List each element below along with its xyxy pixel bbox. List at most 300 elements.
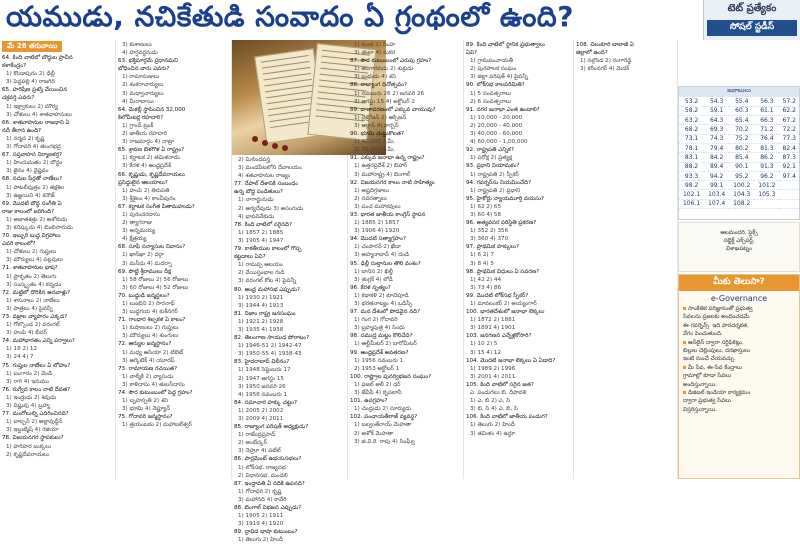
- answer-option: 1) 18 2) 12: [6, 346, 38, 353]
- headline: యముడు, నచికేతుడి సంవాదం ఏ గ్రంథంలో ఉంది?: [0, 0, 700, 40]
- answer-option: 1) మధ్య ఆసియా 2) టిబెట్: [122, 349, 184, 356]
- answer-option: 3) 2009 4) 2011: [238, 416, 284, 422]
- question-text: 97. మన దేశంలో పొడవైన నది?: [350, 309, 421, 316]
- egov-line: [683, 389, 795, 397]
- egov-line-text: అందిస్తున్నాయి.: [683, 381, 717, 388]
- question-text: 64. కింది వాటిలో బౌద్ధుల ప్రాచీన: [2, 55, 73, 61]
- answer-option: 3) బ్రహ్మపుత్ర 4) సింధు: [354, 325, 405, 332]
- answer-option: 1) ఉత్తరప్రదేశ్ 2) బిహార్: [354, 163, 408, 170]
- question-text: 105. కింది వాటిలో సరైన జత?: [466, 381, 534, 388]
- answer-option: 1) నర్మద 2) కృష్ణ: [6, 135, 45, 142]
- answer-option: 3) మహారాష్ట్ర 4) బెంగాల్: [354, 171, 410, 178]
- egov-line-text: ద్వారా ప్రభుత్వ సేవలు: [683, 398, 731, 405]
- answer-option: 4) 1956 నవంబరు 1: [238, 391, 288, 398]
- answer-option: 3) 73 4) 86: [470, 284, 502, 291]
- egov-text: [679, 305, 799, 414]
- answer-option: 3) కనిష్కుడు 4) బింబిసారుడు: [6, 224, 73, 231]
- answer-cell: 90.1: [729, 162, 754, 171]
- answer-option: 3) ఇల్టుట్మిష్ 4) రజియా: [6, 427, 59, 434]
- answer-option: 1) హిందుమతం 2) బౌద్ధం: [6, 160, 63, 167]
- answer-cell: [779, 199, 799, 208]
- header-kicker: టెట్ ప్రత్యేకం: [727, 3, 777, 14]
- answer-option: 3) ఉజ్జయిని 4) కనౌజ్: [6, 192, 55, 199]
- question-text: 81. నిజాం రాష్ట్ర జనసంఘం: [234, 310, 296, 317]
- answer-option: 2) 6 సంవత్సరాలు: [470, 98, 512, 105]
- answer-option: 1) చోళులు 2) గుప్తులు: [6, 249, 57, 256]
- answer-cell: 97.4: [779, 171, 799, 180]
- answer-option: 1) ఇంద్రుడు 2) శివుడు: [6, 394, 57, 401]
- answer-option: 1) కుషాణులు 2) గుప్తులు: [122, 325, 179, 332]
- answer-option: 1) 352 2) 356: [470, 228, 509, 235]
- answer-option: 3) మౌర్యులు 4) శుంగులు: [122, 333, 179, 340]
- answer-option: 1) 1989 2) 1996: [470, 365, 516, 372]
- answers-row: [679, 106, 799, 115]
- answer-option: 1) రాజేంద్రప్రసాద్: [238, 432, 276, 439]
- answer-option: 1) అష్టదిగ్గజాలు: [354, 187, 389, 194]
- answers-row: [679, 199, 799, 208]
- answer-option: 1) తెలుగు 2) హిందీ: [238, 537, 283, 544]
- answers-row: [679, 125, 799, 134]
- answer-option: 1) చంద్రుడు 2) సూర్యుడు: [354, 406, 412, 413]
- answer-option: 3) కరీంనగర్ 4) మెదక్: [580, 66, 630, 73]
- answer-option: 3) 1944 4) 1913: [238, 302, 284, 309]
- egov-line-text: ఆన్‌లైన్ ద్వారా సర్టిఫికెట్లు,: [688, 339, 744, 346]
- egov-line: [683, 313, 795, 321]
- answer-option: 3) శ్రీశైలం 4) కాంచీపురం: [122, 195, 176, 202]
- answer-option: 4) క్షేత్రయ్య: [122, 236, 147, 243]
- answer-cell: 63.2: [679, 116, 704, 125]
- answer-option: 1) బంగారం 2) వెండి: [6, 370, 53, 377]
- question-text: 65. హరిషేణ ప్రశస్తి వేయించిన: [2, 87, 68, 94]
- answer-option: 1) బృహస్పతి 2) శని: [122, 398, 168, 405]
- answer-option: 2) 20,000 - 40,000: [470, 122, 523, 129]
- answer-cell: 84.2: [704, 153, 729, 162]
- answer-cell: 93.3: [679, 171, 704, 180]
- answer-option: 3) 24 4) 7: [6, 354, 34, 361]
- question-text: 66. కృష్ణుడు, కృష్ణదేవరాయలు: [118, 171, 185, 178]
- question-text: 106. కింది వాటిలో జాతీయ పండుగ?: [466, 414, 548, 421]
- answer-option: 1) పాటలీపుత్రం 2) తక్షశిల: [6, 184, 65, 191]
- answer-option: 3) రాజమార్గం 4) నాట్రా: [122, 139, 174, 146]
- answer-option: 3) జైనం 4) వైష్ణవం: [6, 168, 49, 175]
- answer-option: 1) 1857 2) 1885: [238, 229, 284, 236]
- question-text: 73. వజ్రాల వ్యాపారం ఎక్కడ?: [2, 314, 68, 320]
- answer-cell: 79.4: [704, 143, 729, 152]
- question-text: 65. శ్రావణ బెళగొళ ఏ రాష్ట్రం?: [118, 147, 185, 154]
- answer-cell: 74.3: [704, 134, 729, 143]
- answer-option: 2) పురపాలక సంఘం: [470, 66, 517, 73]
- answers-row: [679, 153, 799, 162]
- answer-option: 2) విధానసభ, మండలి: [238, 472, 288, 479]
- question-text: 90. లోక్‌సభ కాలపరిమితి?: [466, 82, 525, 89]
- question-column-5: [464, 40, 574, 479]
- question-text: 69. పొట్టి శ్రీరాములు దీక్ష: [118, 268, 172, 275]
- credit-line: విశాఖపట్నం: [726, 246, 752, 252]
- answer-option: 3) తమిళం 4) ఉర్దూ: [470, 430, 516, 437]
- answer-option: 1) 40,000 కి.మీ.: [354, 139, 396, 146]
- answer-option: 1) 5 సంవత్సరాలు: [470, 90, 512, 97]
- answer-option: 3) తులా 4) మకర: [354, 50, 396, 57]
- egov-line-text: డిజిటల్ ఇండియా కార్యక్రమం: [688, 390, 751, 397]
- answer-option: 3) రాగి 4) ఇనుము: [6, 378, 49, 385]
- answer-option: 1) రాష్ట్రపతి 2) ప్రధాని: [470, 187, 521, 194]
- answer-option: 1) 1948 సెప్టెంబరు 17: [238, 367, 291, 374]
- egov-line-text: ఇంటి నుంచే చేయవచ్చు.: [683, 356, 736, 363]
- answer-cell: 91.3: [754, 162, 779, 171]
- answer-cell: 75.2: [729, 134, 754, 143]
- answer-option: 1) నవంబరు 26 2) జనవరి 26: [354, 90, 425, 97]
- question-text: 64. మెకల్లీ స్థాపించిన 32,000: [118, 106, 186, 113]
- answer-option: 2) జాతీయ రహదారి: [122, 131, 167, 138]
- answer-option: 1) నైట్రోజన్ 2) ఆక్సిజన్: [354, 114, 407, 121]
- answer-cell: 72.2: [779, 125, 799, 134]
- answer-option: 1) లోక్‌సభ, రాజ్యసభ: [238, 464, 286, 471]
- answers-row: [679, 181, 799, 190]
- question-text: 89. ద్రావిడ భాషా కుటుంబం?: [234, 529, 298, 536]
- answer-cell: 100.2: [729, 181, 754, 190]
- question-text: 99. ఆంధ్రప్రదేశ్ అవతరణ?: [350, 349, 409, 356]
- credit-line: ఆలమందరి, ఫ్లెక్స్: [720, 230, 758, 236]
- answers-row: [679, 143, 799, 152]
- egov-line-text: వేగం పెంచుతుంది.: [683, 331, 723, 338]
- question-text: 93. భారత జాతీయ కాంగ్రెస్ స్థాపన: [350, 211, 426, 218]
- answer-option: 1) హంపి 2) తిరుపతి: [122, 187, 170, 194]
- answer-option: 1) 1872 2) 1881: [470, 317, 516, 324]
- question-text: 96. కేరళ నృత్యం?: [350, 284, 391, 291]
- answer-cell: 55.4: [729, 97, 754, 106]
- question-text: 100. రాష్ట్రాల పునర్విభజన సంఘం?: [350, 373, 432, 380]
- answer-option: 3) చోళులు 4) శాతవాహనులు: [6, 111, 72, 118]
- answer-option: 1) 10 2) 5: [470, 341, 498, 348]
- question-text: 72. ఆర్యుల జన్మస్థానం?: [118, 341, 172, 348]
- answers-row: [679, 190, 799, 199]
- answer-option: 1) బాల్బన్ 2) అల్లావుద్దీన్: [6, 419, 63, 426]
- question-text: 78. కింది వాటిలో సరైనది?: [234, 221, 292, 228]
- answer-option: 1) శాసనాలు 2) నాణేలు: [6, 297, 60, 304]
- question-text: 74. మహాభారతం ఎన్ని పర్వాలు?: [2, 338, 75, 345]
- question-text: 69. మొదటి బౌద్ధ సంగీతి ఏ: [2, 200, 62, 207]
- question-text: 86. పార్లమెంట్ ఉభయసభలు?: [234, 456, 302, 463]
- egov-box: [678, 274, 800, 479]
- egov-line: [683, 305, 795, 313]
- answer-option: 3) 1919 4) 1920: [238, 521, 284, 528]
- answer-option: 3) జి.వి.కె. రావు 4) సింఘ్వీ: [354, 438, 415, 445]
- answer-cell: 103.4: [704, 190, 729, 199]
- answer-option: 3) బుద్ధగయ 4) కుశీనగర్: [122, 309, 178, 316]
- answer-option: 1) గ్రాండ్ ట్రంక్: [122, 122, 154, 129]
- question-text: 85. రాజ్యాంగ పరిషత్ అధ్యక్షుడు?: [234, 424, 309, 431]
- answer-cell: 70.2: [729, 125, 754, 134]
- answer-option: 3) విష్ణువు 4) బ్రహ్మ: [6, 403, 50, 410]
- question-text: 102. పంచాయతీరాజ్ వ్యవస్థ?: [350, 414, 418, 421]
- answer-cell: 95.2: [729, 171, 754, 180]
- egov-line: [683, 381, 795, 389]
- question-text: 95. హైకోర్టు న్యాయమూర్తి వయసు?: [466, 195, 544, 202]
- question-text: 89. కింది వాటిలో స్థానిక ప్రభుత్వాలు: [466, 42, 545, 48]
- answer-option: 1) 6 2) 7: [470, 252, 494, 259]
- bullet-icon: [683, 391, 686, 394]
- answer-cell: 65.4: [729, 116, 754, 125]
- question-text: జిల్లాలో ఉంది?: [576, 50, 608, 57]
- answer-option: 3) హంపి 4) బీదర్: [6, 330, 47, 337]
- answer-option: 3) అహ్మదాబాద్ 4) దండి: [354, 252, 410, 259]
- answer-option: 3) ఆర్కిటిక్ 4) యూరప్: [122, 357, 175, 364]
- question-text: 68. నదుల పేర్లతో నాణేలు?: [2, 176, 63, 183]
- answer-cell: 56.3: [754, 97, 779, 106]
- answer-option: 4) 60,000 - 1,00,000: [470, 139, 528, 146]
- answers-row: [679, 97, 799, 106]
- answer-option: 2) వేయిస్తంభాల గుడి: [238, 270, 285, 277]
- prayer-bead: [252, 136, 258, 142]
- egov-line: [683, 406, 795, 414]
- answers-row: [679, 171, 799, 180]
- question-text: 78. విజయనగర స్థాపకులు?: [2, 435, 64, 442]
- answer-option: 1) బల్వంత్‌రాయ్ మెహతా: [354, 422, 412, 429]
- answer-cell: 106.1: [679, 199, 704, 208]
- question-text: నదీ తీరాన ఉంది?: [2, 127, 42, 134]
- question-text: ఏవి?: [466, 50, 477, 57]
- answer-option: 1) నాగార్జునుడు: [238, 197, 274, 204]
- answer-option: 3) కాళిదాసు 4) తులసీదాసు: [122, 381, 185, 388]
- answer-option: 3) 1935 4) 1938: [238, 326, 284, 333]
- answer-option: 1) 42 2) 44: [470, 276, 502, 283]
- answer-option: 2) ఆర్యదేవుడు 3) అసంగుడు: [238, 205, 304, 212]
- answer-option: 3) గోదావరి 4) తుంగభద్ర: [6, 144, 61, 151]
- answer-cell: 66.3: [754, 116, 779, 125]
- answer-cell: 94.2: [704, 171, 729, 180]
- answer-option: 2) 1947 ఆగస్టు 15: [238, 375, 285, 382]
- question-text: ప్రసిద్ధులైన ఆలయాలు?: [118, 179, 168, 186]
- answer-option: 1) 58 రోజులు 2) 56 రోజులు: [122, 276, 189, 283]
- answer-option: 3) 60 4) 58: [470, 211, 502, 218]
- question-text: 70. ఇబ్బురి బుద్ధ విగ్రహాలు: [2, 233, 61, 240]
- header-panel: [703, 0, 800, 40]
- answer-option: 3) మసీదు 4) మదర్సా: [122, 260, 173, 267]
- answer-option: 1) ఎ, బి 2) ఎ, సి: [470, 398, 511, 405]
- question-text: 97. ప్రాథమిక హక్కులు?: [466, 244, 520, 251]
- question-text: 96. అత్యవసర పరిస్థితి ప్రకరణ?: [466, 220, 537, 227]
- question-text: 92. రాష్ట్రపతి ఎన్నిక?: [466, 147, 514, 154]
- answer-option: 3) బుధుడు 4) శని: [354, 74, 396, 81]
- answer-cell: 108.2: [729, 199, 754, 208]
- question-text: కిలోమీటర్ల రహదారి?: [118, 114, 164, 121]
- answer-option: 4) భావవివేకుడు: [238, 213, 275, 220]
- egov-box-title: మీకు తెలుసా?: [679, 275, 799, 291]
- question-column-1: [0, 40, 116, 479]
- answer-option: 1) కుంభ 2) సింహ: [354, 42, 396, 48]
- answer-option: 1) 1921 2) 1928: [238, 318, 284, 325]
- answer-cell: 92.1: [779, 162, 799, 171]
- question-text: 67. కర్ణాటక సంగీత పితామహుడు?: [118, 203, 195, 210]
- question-text: 87. సౌర కుటుంబంలో ఎరుపు గ్రహం?: [350, 58, 432, 65]
- question-text: 89. వాతావరణంలో ఎక్కువ వాయువు?: [350, 106, 436, 113]
- answer-option: 3) సంస్కృతం 4) కన్నడం: [6, 281, 62, 288]
- answer-option: 3) పెద్దపల్లి 4) రాజగిరి: [6, 79, 55, 86]
- answer-option: 1) 1905 2) 1911: [238, 513, 284, 520]
- question-text: 98. సముద్ర మట్టం కొలిచేది?: [350, 333, 413, 340]
- answer-cell: 53.2: [679, 97, 704, 106]
- question-text: 99. మొదటి లోక్‌సభ స్పీకర్?: [466, 292, 529, 299]
- question-text: 90. భూమి చుట్టుకొలత?: [350, 131, 404, 138]
- answer-option: 1) ఇక్ష్వాకులు 2) మౌర్య: [6, 103, 58, 110]
- answer-cell: 57.2: [779, 97, 799, 106]
- answer-option: 3) 60 రోజులు 4) 52 రోజులు: [122, 284, 189, 291]
- egov-line: [683, 372, 795, 380]
- egov-line-text: సాంకేతిక పరిజ్ఞానంతో ప్రభుత్వ: [688, 306, 753, 312]
- answer-option: 1) గంగ 2) గోదావరి: [354, 317, 398, 324]
- answer-option: 4) శతవాహనుల రాజ్యం: [238, 173, 291, 180]
- egov-subtitle: e-Governance: [710, 294, 768, 303]
- answer-option: 2) అంబేద్కర్: [238, 440, 267, 447]
- answer-option: 1) వాల్మీకి 2) వ్యాసుడు: [122, 373, 174, 380]
- answer-option: 3) జిల్లా పరిషత్ 4) పైవన్నీ: [470, 74, 528, 81]
- egov-line: [683, 397, 795, 405]
- question-text: 88. బెంగాల్ విభజన ఎప్పుడు?: [234, 505, 302, 512]
- question-text: 83. హైదరాబాద్ విలీనం?: [234, 359, 290, 366]
- answer-option: 1) చంపారన్ 2) ఖేడా: [354, 244, 401, 251]
- answer-cell: 107.4: [704, 199, 729, 208]
- answer-option: 3) బి, సి 4) ఎ, బి, సి: [470, 406, 518, 413]
- answer-option: 3) పంచ మహాకవులు: [354, 203, 401, 210]
- answer-option: 1) లుంబిని 2) సారనాథ్: [122, 301, 175, 307]
- answer-cell: 99.1: [704, 181, 729, 190]
- answer-option: 2) అశోక్ మెహతా: [354, 430, 394, 437]
- answers-row: [679, 162, 799, 171]
- question-text: 95. ఢిల్లీ సుల్తానుల తొలి వంశం?: [350, 260, 421, 267]
- answer-cell: 81.3: [754, 143, 779, 152]
- question-text: కట్టడాలు ఏవి?: [234, 254, 266, 261]
- question-text: 67. సప్తవాహన నిర్మాణకర్త?: [2, 152, 62, 159]
- answers-title: జవాబులు: [679, 87, 799, 97]
- answer-cell: 104.3: [729, 190, 754, 199]
- prayer-bead: [272, 143, 278, 149]
- answer-option: ఎ. పండుగలు బి. దీపావళి: [470, 390, 527, 397]
- answer-option: 1) ఖాన్‌ఖా 2) దర్గా: [122, 252, 164, 259]
- question-text: 98. ప్రాథమిక విధులు ఏ సవరణ?: [466, 268, 540, 275]
- answer-option: 3) మండపేటలోని దేవాలయం: [238, 165, 302, 172]
- answer-option: 3) 1905 4) 1947: [238, 237, 284, 244]
- question-column-2: [116, 40, 232, 479]
- answer-cell: 76.4: [754, 134, 779, 143]
- answer-option: 1) 62 2) 65: [470, 203, 502, 210]
- bullet-icon: [683, 341, 686, 344]
- credit-line: సబ్జెక్ట్ ఎక్స్‌పర్ట్,: [723, 238, 755, 244]
- question-text: ఎవరి కాలంలో?: [2, 241, 36, 248]
- question-text: 91. నగర జనాభా ఎంత ఉండాలి?: [466, 106, 540, 113]
- answer-option: 1) 10,000 - 20,000: [470, 114, 523, 121]
- answer-cell: 105.3: [754, 190, 779, 199]
- question-text: 84. సమాచార హక్కు చట్టం?: [234, 399, 298, 406]
- answer-cell: 101.2: [754, 181, 779, 190]
- answer-option: 3) మహానది 4) కావేరి: [238, 496, 287, 503]
- answer-cell: 77.3: [779, 134, 799, 143]
- prayer-bead: [262, 140, 268, 146]
- answer-option: 3) కేరళ 4) ఆంధ్రప్రదేశ్: [122, 163, 171, 170]
- question-text: 94. గవర్నర్‌ను నియమించేది?: [466, 179, 532, 186]
- answer-cell: 60.3: [729, 106, 754, 115]
- answer-option: 2) నవరత్నాలు: [354, 195, 387, 202]
- answer-cell: 68.2: [679, 125, 704, 134]
- question-text: 68. సూఫీ సన్యాసుల నివాసం?: [118, 244, 186, 251]
- answer-cell: 62.2: [779, 106, 799, 115]
- question-text: 76. రుగ్వేద కాలం నాటి దేవత?: [2, 386, 71, 393]
- answer-option: 4) హర్షవర్ధనుడు: [122, 50, 158, 57]
- answer-option: 1) పరోక్ష 2) ప్రత్యక్ష: [470, 155, 512, 162]
- answer-cell: 82.4: [779, 143, 799, 152]
- answer-option: 2) కృష్ణదేవరాయలు: [6, 451, 49, 458]
- question-text: 80. ఆంధ్ర మహాసభ ఎప్పుడు?: [234, 286, 300, 293]
- answer-cell: 69.3: [704, 125, 729, 134]
- question-text: 108. చిలుకూరి బాలాజీ ఏ: [576, 42, 634, 48]
- answer-option: 3) పాత్రలు 4) పైవన్నీ: [6, 305, 53, 312]
- answer-option: 2) త్యాగరాజు: [122, 220, 153, 227]
- question-text: 66. శాతవాహనుల రాజధాని ఏ: [2, 119, 70, 126]
- answer-option: 1) 1930 2) 1921: [238, 294, 284, 301]
- answer-option: 3) 1906 4) 1920: [354, 228, 400, 235]
- egov-line-text: ఈ-గవర్నెన్స్. ఇది పారదర్శకత,: [683, 322, 749, 329]
- answer-option: 3) తుగ్లక్ 4) లోడీ: [354, 276, 393, 283]
- question-text: 75. గుప్తుల నాణేలు ఏ లోహం?: [2, 362, 71, 369]
- answer-option: 3) 2001 4) 2011: [470, 373, 516, 380]
- answer-option: 2) శంకరాచార్యులు: [122, 82, 164, 89]
- question-text: 79. కాకతీయుల కాలంలో గొప్ప: [234, 246, 302, 253]
- answer-cell: 71.2: [754, 125, 779, 134]
- question-column-6: [574, 40, 678, 479]
- answer-option: 2) 1953 అక్టోబర్ 1: [354, 365, 400, 372]
- answer-option: 1) 1885 2) 1857: [354, 220, 400, 227]
- egov-line: [683, 364, 795, 372]
- answer-cell: 96.2: [754, 171, 779, 180]
- answer-option: 1) ఆల్టీమీటర్ 2) బారోమీటర్: [354, 341, 417, 348]
- question-text: 87. ఇంద్రావతి ఏ నదికి ఉపనది?: [234, 480, 305, 487]
- answer-cell: 98.2: [679, 181, 704, 190]
- answer-option: 3) నెహ్రూ 4) పటేల్: [238, 448, 281, 455]
- answer-option: 3) భరతనాట్యం 4) ఒడిస్సీ: [354, 301, 413, 307]
- answer-option: 3) వరంగల్ కోట 4) పైవన్నీ: [238, 278, 297, 285]
- answer-option: 4) మీరాబాయి: [122, 98, 154, 105]
- answer-option: 3) కుశాణులు: [122, 42, 152, 48]
- answer-option: 3) అన్నమయ్య: [122, 228, 156, 235]
- answer-option: 1) రామానుజులు: [122, 74, 160, 81]
- answer-option: 1) రాష్ట్రపతి 2) స్పీకర్: [470, 171, 519, 178]
- answer-option: 3) 1891 4) 1901: [470, 325, 516, 332]
- egov-line: [683, 339, 795, 347]
- question-text: 91. ఎక్కువ జనాభా ఉన్న రాష్ట్రం?: [350, 155, 425, 162]
- answer-option: 3) మధ్వాచార్యులు: [122, 90, 164, 97]
- question-text: 82. తెలంగాణ సాయుధ పోరాటం?: [234, 335, 310, 342]
- question-text: 88. రాజ్యాంగ దినోత్సవం?: [350, 82, 407, 89]
- answer-option: 1) కొండాపురం 2) ఢిల్లీ: [6, 71, 55, 78]
- question-text: 104. మొదటి జనాభా లెక్కలు ఏ ఏడాది?: [466, 357, 556, 364]
- answer-cell: 85.4: [729, 153, 754, 162]
- answer-cell: 78.1: [679, 143, 704, 152]
- answer-option: 1) ప్రాకృతం 2) తెలుగు: [6, 273, 57, 280]
- answer-cell: 64.3: [704, 116, 729, 125]
- answers-row: [679, 116, 799, 125]
- answers-table: [678, 86, 800, 220]
- egov-line-text: విస్తరిస్తున్నాయి.: [683, 406, 717, 413]
- answer-option: 1) మావలంకర్ 2) అయ్యంగార్: [470, 301, 537, 307]
- answer-option: 2) మిలిందపన్హ: [238, 157, 271, 163]
- author-credit: [678, 222, 800, 272]
- answer-option: 1) అజాతశత్రు 2) అశోకుడు: [6, 216, 68, 223]
- answers-row: [679, 134, 799, 143]
- egov-line: [683, 347, 795, 355]
- answer-option: 1) 1946-51 2) 1942-47: [238, 343, 302, 350]
- question-text: రాజు కాలంలో జరిగింది?: [2, 208, 55, 215]
- answer-option: 1) అంగారకుడు 2) శుక్రుడు: [354, 66, 414, 73]
- answer-option: 1) రామప్ప ఆలయం: [238, 262, 283, 269]
